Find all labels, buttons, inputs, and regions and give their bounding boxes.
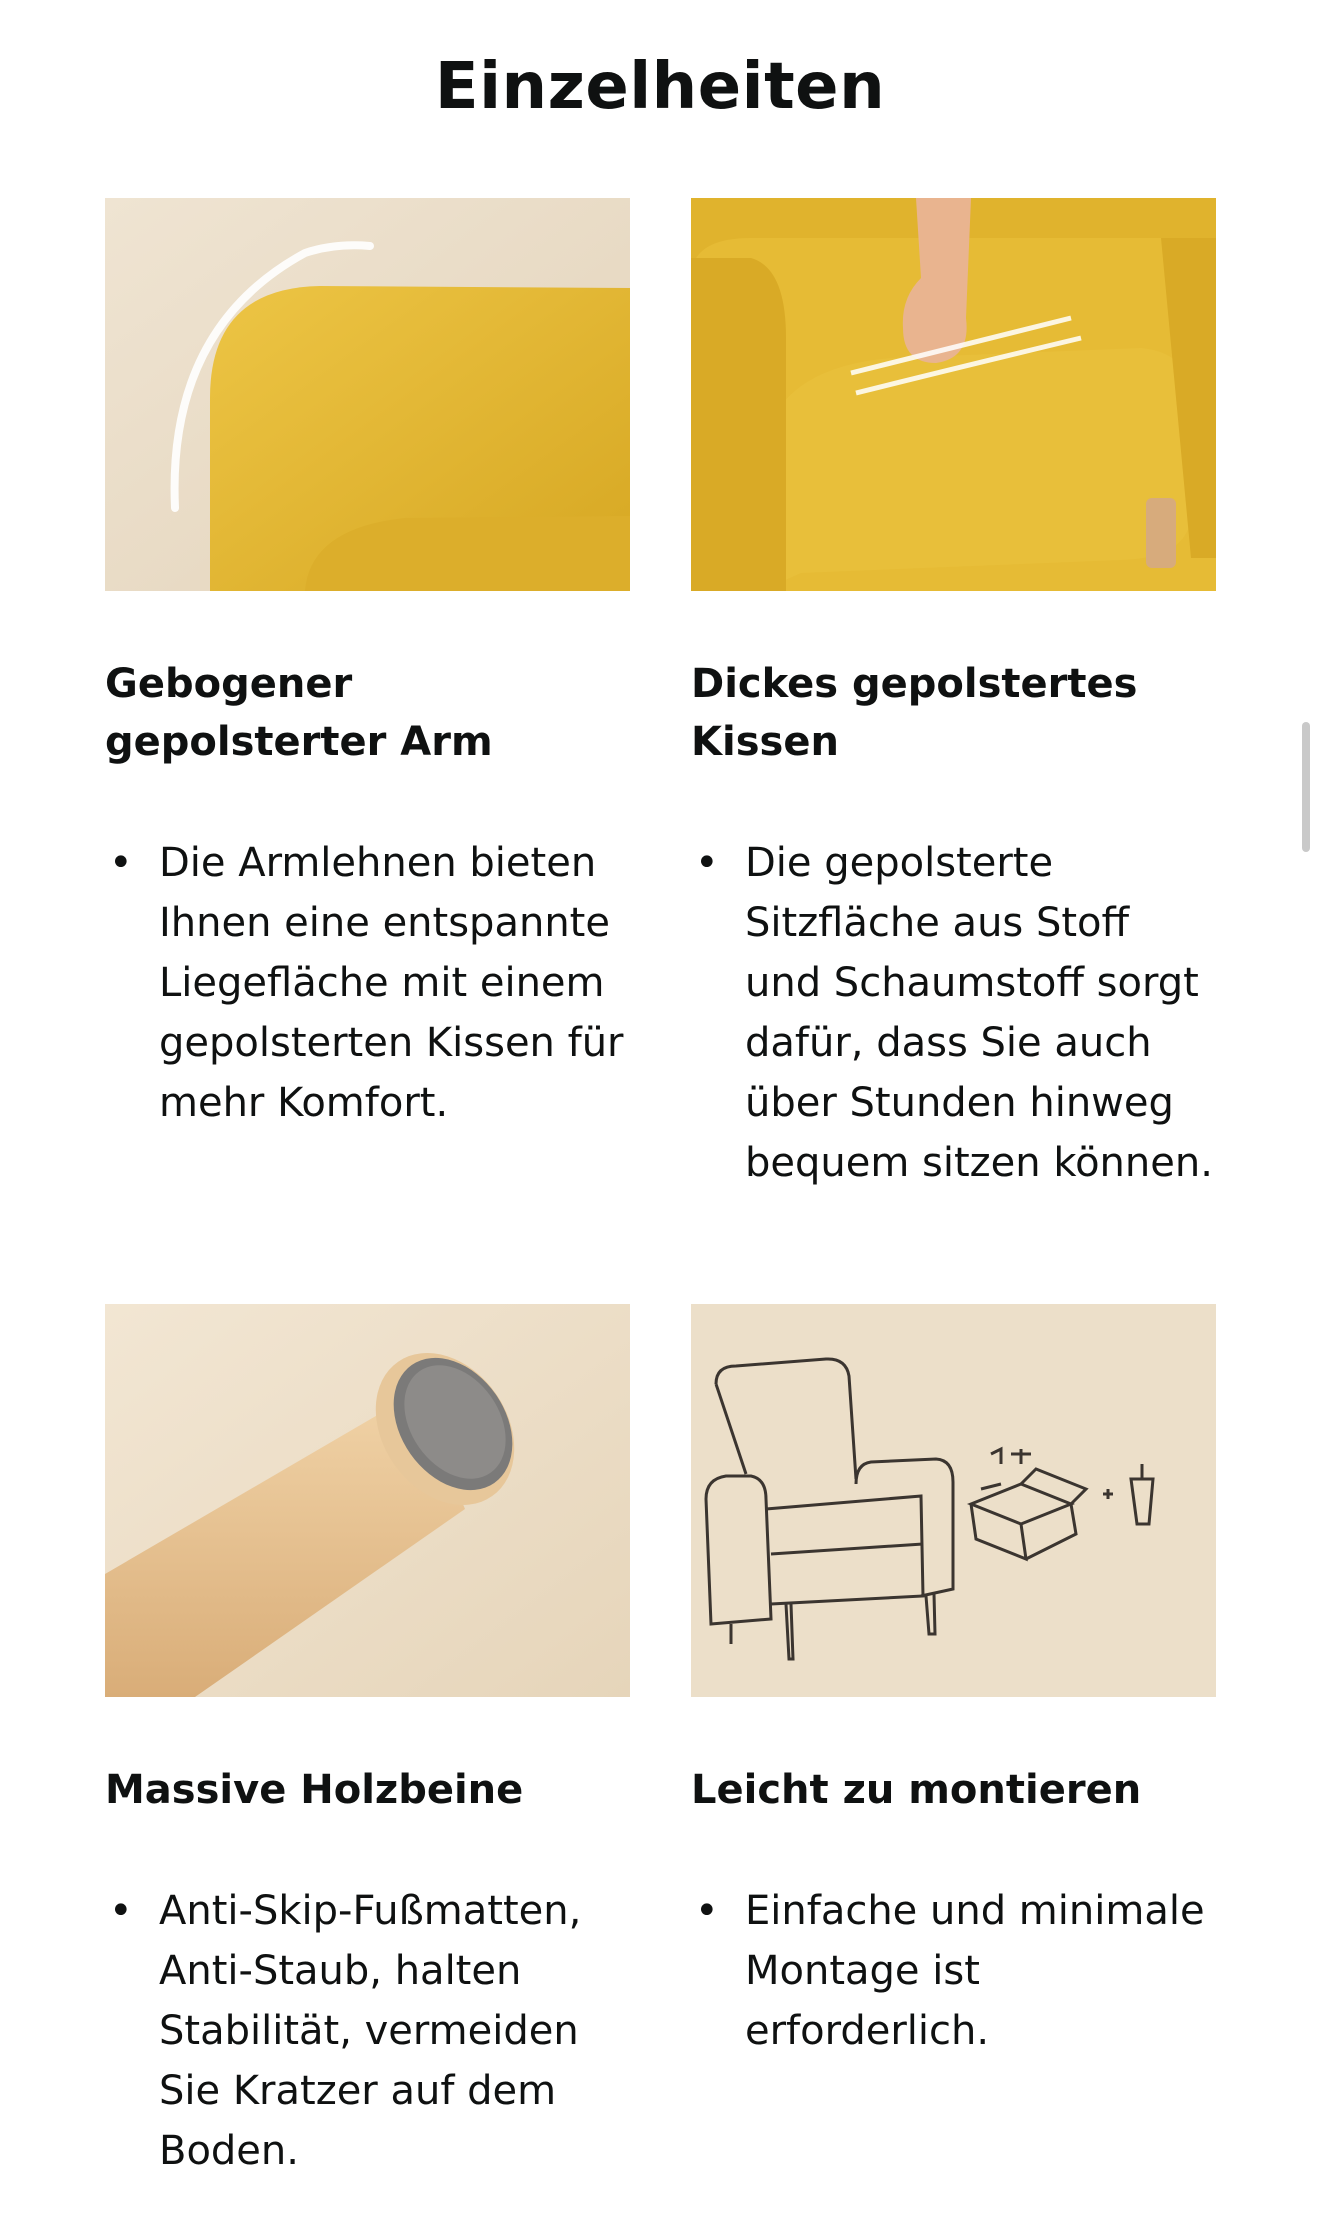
feature-bullet — [105, 833, 630, 1133]
feature-bullet — [691, 1881, 1216, 2061]
bullet-glyph: • — [109, 1888, 133, 1934]
armrest-image — [105, 198, 630, 591]
feature-bullet — [105, 1881, 630, 2181]
feature-title: Leicht zu montieren — [691, 1767, 1142, 1813]
cushion-image — [691, 198, 1216, 591]
feature-bullets — [105, 1881, 630, 2181]
page-title: Einzelheiten — [434, 50, 886, 124]
feature-title: Dickes gepolstertes Kissen — [691, 661, 1138, 765]
assembly-image — [691, 1304, 1216, 1697]
feature-bullets — [691, 1881, 1216, 2061]
wooden-leg-image — [105, 1304, 630, 1697]
scrollbar-thumb[interactable] — [1302, 722, 1310, 852]
feature-bullets — [105, 833, 630, 1133]
bullet-text: Einfache und minimale Montage ist erforderlich. — [745, 1888, 1205, 2054]
feature-card-assembly — [691, 1304, 1216, 2061]
feature-card-cushion — [691, 198, 1216, 1193]
feature-bullets — [691, 833, 1216, 1193]
feature-title: Gebogener gepolsterter Arm — [105, 661, 493, 765]
bullet-text: Die Armlehnen bieten Ihnen eine entspannte Liegefläche mit einem gepolsterten Kissen für mehr Komfort. — [159, 840, 624, 1126]
bullet-glyph: • — [109, 840, 133, 886]
bullet-glyph: • — [695, 1888, 719, 1934]
bullet-text: Anti-Skip-Fußmatten, Anti-Staub, halten Stabilität, vermeiden Sie Kratzer auf dem Boden. — [159, 1888, 582, 2174]
feature-title: Massive Holzbeine — [105, 1767, 524, 1813]
feature-bullet — [691, 833, 1216, 1193]
bullet-text: Die gepolsterte Sitzfläche aus Stoff und Schaumstoff sorgt dafür, dass Sie auch über Stunden hinweg bequem sitzen können. — [745, 840, 1213, 1186]
feature-card-legs — [105, 1304, 630, 2181]
feature-card-armrest — [105, 198, 630, 1133]
bullet-glyph: • — [695, 840, 719, 886]
